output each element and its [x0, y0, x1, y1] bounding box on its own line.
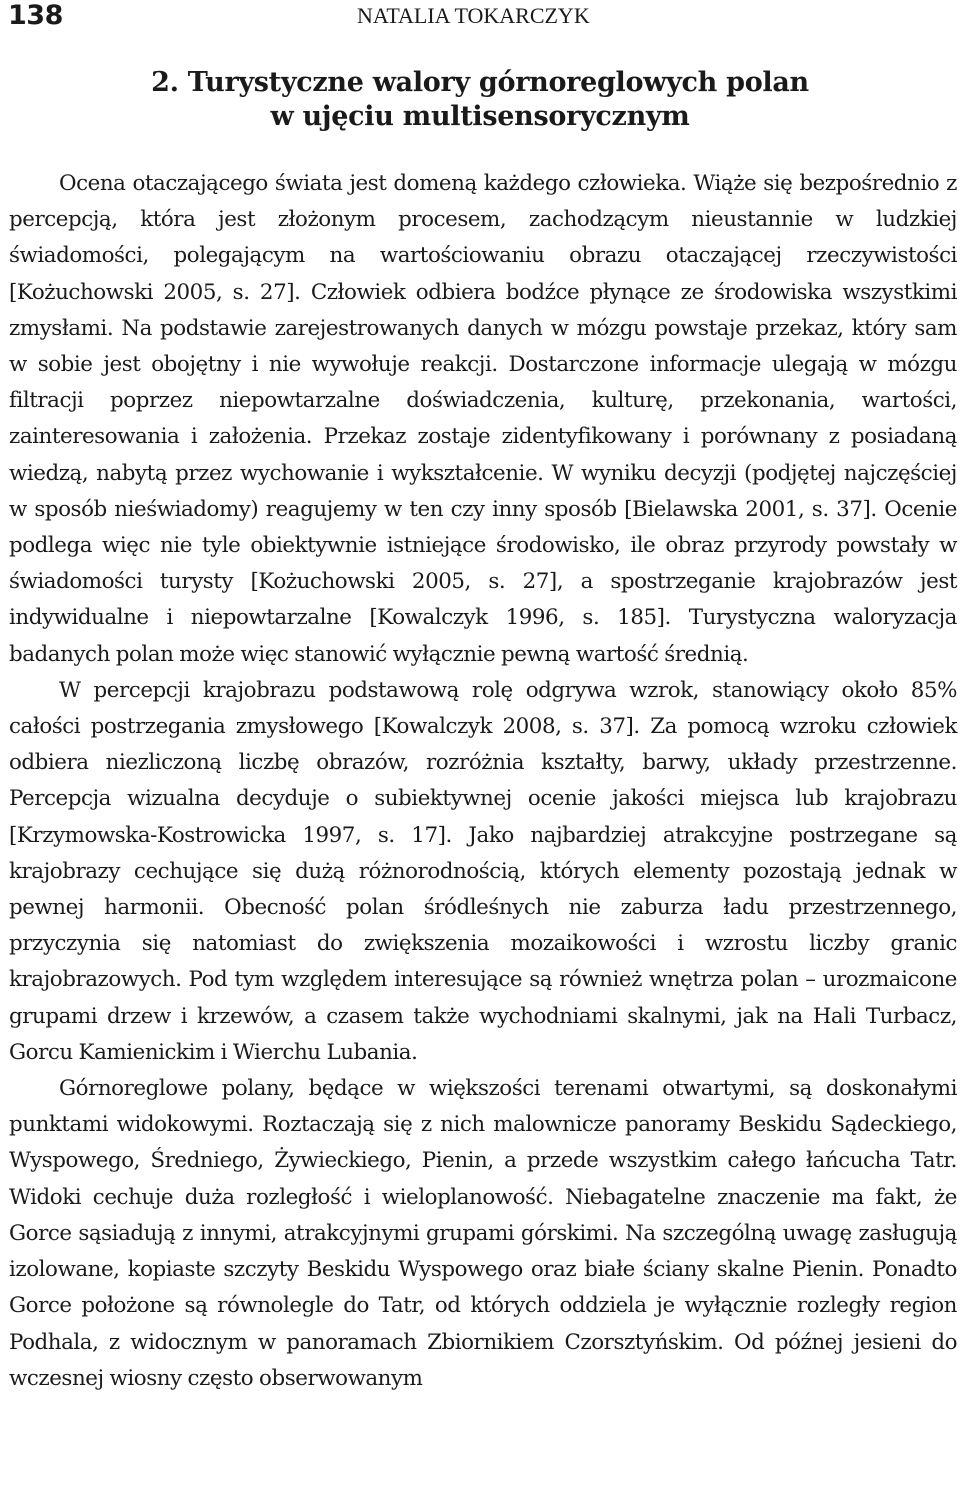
paragraph-3: Górnoreglowe polany, będące w większości terenami otwartymi, są doskonałymi punktami widokowymi. Roztaczają się z nich malownicze panoramy Beskidu Sądeckiego, Wyspowego, Średniego, Żywieckiego, Pienin, a przede wszystkim całego łańcucha Tatr. Widoki cechuje duża rozległość i wieloplanowość. Niebagatelne znaczenie ma fakt, że Gorce sąsiadują z innymi, atrakcyjnymi grupami górskimi. Na szczególną uwagę zasługują izolowane, kopiaste szczyty Beskidu Wyspowego oraz białe ściany skalne Pienin. Ponadto Gorce położone są równolegle do Tatr, od których oddziela je wyłącznie rozległy region Podhala, z widocznym w panoramach Zbiornikiem Czorsztyńskim. Od późnej jesieni do wczesnej wiosny często obserwowanym	[9, 1076, 957, 1391]
section-heading-line-2: w ujęciu multisensorycznym	[270, 101, 690, 132]
section-heading-line-1: 2. Turystyczne walory górnoreglowych polan	[151, 67, 809, 98]
section-heading	[0, 66, 960, 134]
page-number: 138	[8, 0, 63, 31]
paragraph-2: W percepcji krajobrazu podstawową rolę odgrywa wzrok, stanowiący około 85% całości postrzegania zmysłowego [Kowalczyk 2008, s. 37]. Za pomocą wzroku człowiek odbiera niezliczoną liczbę obrazów, rozróżnia kształty, barwy, układy przestrzenne. Percepcja wizualna decyduje o subiektywnej ocenie jakości miejsca lub krajobrazu [Krzymowska-Kostrowicka 1997, s. 17]. Jako najbardziej atrakcyjne postrzegane są krajobrazy cechujące się dużą różnorodnością, których elementy pozostają jednak w pewnej harmonii. Obecność polan śródleśnych nie zaburza ładu przestrzennego, przyczynia się natomiast do zwiększenia mozaikowości i wzrostu liczby granic krajobrazowych. Pod tym względem interesujące są również wnętrza polan – urozmaicone grupami drzew i krzewów, a czasem także wychodniami skalnymi, jak na Hali Turbacz, Gorcu Kamienickim i Wierchu Lubania.	[9, 677, 957, 1065]
running-head: NATALIA TOKARCZYK	[357, 3, 590, 28]
paragraph-1: Ocena otaczającego świata jest domeną każdego człowieka. Wiąże się bezpośrednio z percepcją, która jest złożonym procesem, zachodzącym nieustannie w ludzkiej świadomości, polegającym na wartościowaniu obrazu otaczającej rzeczywistości [Kożuchowski 2005, s. 27]. Człowiek odbiera bodźce płynące ze środowiska wszystkimi zmysłami. Na podstawie zarejestrowanych danych w mózgu powstaje przekaz, który sam w sobie jest obojętny i nie wywołuje reakcji. Dostarczone informacje ulegają w mózgu filtracji poprzez niepowtarzalne doświadczenia, kulturę, przekonania, wartości, zainteresowania i założenia. Przekaz zostaje zidentyfikowany i porównany z posiadaną wiedzą, nabytą przez wychowanie i wykształcenie. W wyniku decyzji (podjętej najczęściej w sposób nieświadomy) reagujemy w ten czy inny sposób [Bielawska 2001, s. 37]. Ocenie podlega więc nie tyle obiektywnie istniejące środowisko, ile obraz przyrody powstały w świadomości turysty [Kożuchowski 2005, s. 27], a spostrzeganie krajobrazów jest indywidualne i niepowtarzalne [Kowalczyk 1996, s. 185]. Turystyczna waloryzacja badanych polan może więc stanowić wyłącznie pewną wartość średnią.	[9, 171, 957, 667]
body-text	[9, 166, 957, 1397]
